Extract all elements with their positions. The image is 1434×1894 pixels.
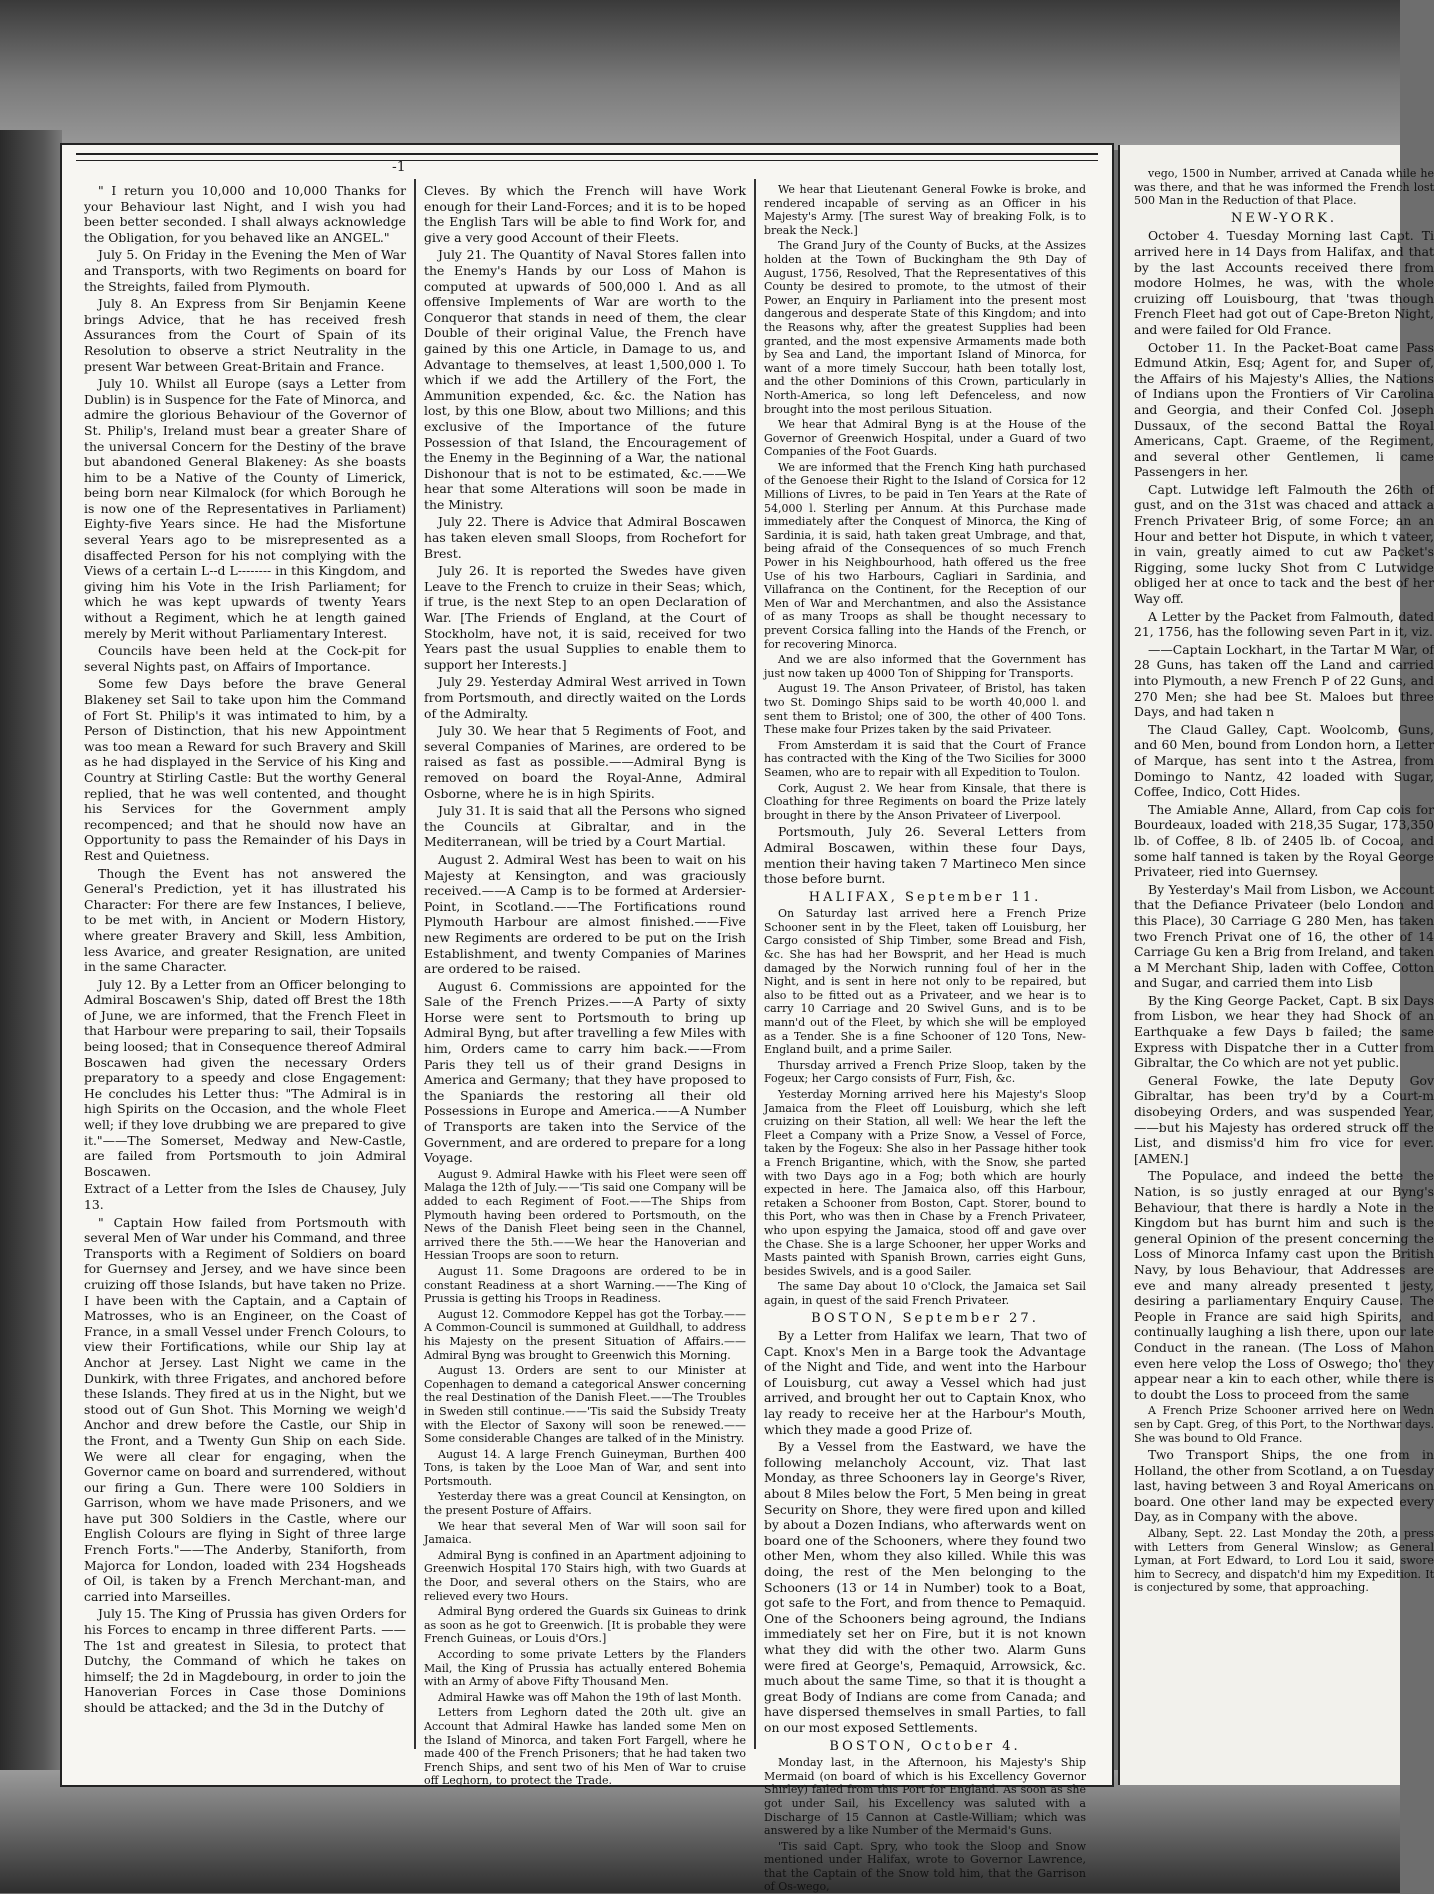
news-paragraph: July 31. It is said that all the Persons who signed the Councils at Gibraltar, and in the Mediterranean, will be tried by a Court Martial. [424, 803, 746, 850]
news-paragraph: Letters from Leghorn dated the 20th ult. give an Account that Admiral Hawke has landed some Men on the Island of Minorca, and taken Fort Fargell, where he made 400 of the French Prisoners; that he had taken two French Ships, and sent two of his Men of War to cruise off Leghorn, to protect the Trade. [424, 1706, 746, 1788]
news-paragraph: By Yesterday's Mail from Lisbon, we Account that the Defiance Privateer (belo London and this Place), 30 Carriage G 280 Men, has taken two French Privat one of 16, the other of 14 Carriage Gu ken a Brig from Ireland, and taken a M Merchant Ship, laden with Coffee, Cotton and Sugar, and carried them into Lisb [1134, 881, 1434, 991]
news-paragraph: We hear that Lieutenant General Fowke is broke, and rendered incapable of serving as an Officer in his Majesty's Army. [The surest Way of breaking Folk, is to break the Neck.] [764, 183, 1086, 237]
text-column-3 [764, 183, 1086, 1894]
news-paragraph: The Grand Jury of the County of Bucks, at the Assizes holden at the Town of Buckingham the 9th Day of August, 1756, Resolved, That the Representatives of this County be desired to promote, to the utmost of their Power, an Enquiry in Parliament into the present most dangerous and desperate State of this Kingdom; and into the Reasons why, after the greatest Supplies had been granted, and the most expensive Armaments made both by Sea and Land, the important Island of Minorca, for want of a more timely Succour, hath been totally lost, and the other Dominions of this Crown, particularly in North-America, so long left Defenceless, and now brought into the most perilous Situation. [764, 239, 1086, 416]
dateline-heading: HALIFAX, September 11. [808, 889, 1042, 905]
news-paragraph: Admiral Hawke was off Mahon the 19th of last Month. [438, 1690, 742, 1704]
news-paragraph: Admiral Byng is confined in an Apartment adjoining to Greenwich Hospital 170 Stairs high, with two Guards at the Door, and several others on the Stairs, who are relieved every two Hours. [424, 1548, 746, 1603]
news-paragraph: July 15. The King of Prussia has given Orders for his Forces to encamp in three different Parts. ——The 1st and greatest in Silesia, to protect that Dutchy, the Command of which he takes on himself; the 2d in Magdebourg, in order to join the Hanoverian Forces in Case those Dominions should be attacked; and the 3d in the Dutchy of [84, 1606, 406, 1715]
news-paragraph: August 6. Commissions are appointed for the Sale of the French Prizes.——A Party of sixty Horse were sent to Portsmouth to bring up Admiral Byng, but after travelling a few Miles with him, Orders came to carry him back.——From Paris they tell us of their grand Designs in America and Germany; that they have proposed to the Spaniards the restoring all their old Possessions in Europe and America.——A Number of Transports are taken into the Service of the Government, and are ordered to prepare for a long Voyage. [424, 978, 746, 1166]
news-paragraph: July 10. Whilst all Europe (says a Letter from Dublin) is in Suspence for the Fate of Minorca, and admire the glorious Behaviour of the Governor of St. Philip's, Ireland must bear a greater Share of the universal Concern for the Destiny of the brave but abandoned General Blakeney: As she boasts him to be a Native of the County of Limerick, being born near Kilmalock (for which Borough he is now one of the Representatives in Parliament) Eighty-five Years since. He had the Misfortune several Years ago to be misrepresented as a disaffected Person for his not complying with the Views of a certain L--d L-------- in this Kingdom, and giving him his Vote in the Irish Parliament; for which he was kept upwards of twenty Years without a Regiment, which he at length gained merely by Merit without Parliamentary Interest. [84, 376, 406, 641]
news-paragraph: By a Vessel from the Eastward, we have the following melancholy Account, viz. That last Monday, as three Schooners lay in George's River, about 8 Miles below the Fort, 5 Men being in great Security on Shore, they were fired upon and killed by about a Dozen Indians, who afterwards went on board one of the Schooners, where they found two other Men, whom they also killed. While this was doing, the rest of the Men belonging to the Schooners (13 or 14 in Number) took to a Boat, got safe to the Fort, and from thence to Pemaquid. One of the Schooners being aground, the Indians immediately set her on Fire, but it is not known what they did with the other two. Alarm Guns were fired at George's, Pemaquid, Arrowsick, &c. much about the same Time, so that it is thought a great Body of Indians are come from Canada; and have dispersed themselves in small Parties, to fall on our most exposed Settlements. [764, 1439, 1086, 1735]
news-paragraph: ——Captain Lockhart, in the Tartar M War, of 28 Guns, has taken off the Land and carried into Plymouth, a new French P of 22 Guns, and 270 Men; she had bee St. Maloes but three Days, and had taken n [1134, 641, 1434, 720]
news-paragraph: August 12. Commodore Keppel has got the Torbay.——A Common-Council is summoned at Guildhall, to address his Majesty on the present Situation of Affairs.——Admiral Byng was brought to Greenwich this Morning. [424, 1307, 746, 1362]
scan-shadow-bottom [0, 1770, 1400, 1893]
text-column-4 [1134, 167, 1434, 1757]
news-paragraph: Some few Days before the brave General Blakeney set Sail to take upon him the Command of Fort St. Philip's it was intimated to him, by a Person of Distinction, that his new Appointment was too mean a Reward for such Bravery and Skill as he had displayed in the Service of his King and Country at Stirling Castle: But the worthy General replied, that he was well contented, and thought his Services for the Government amply recompenced; and that he should now have an Opportunity to pass the Remainder of his Days in Rest and Quietness. [84, 676, 406, 863]
news-paragraph: We are informed that the French King hath purchased of the Genoese their Right to the Island of Corsica for 12 Millions of Livres, to be paid in Ten Years at the Rate of 54,000 l. Sterling per Annum. At this Purchase made immediately after the Conquest of Minorca, the King of Sardinia, it is said, hath taken great Umbrage, and that, being afraid of the Consequences of so much French Power in his Neighbourhood, hath offered us the free Use of his two Harbours, Cagliari in Sardinia, and Villafranca on the Continent, for the Reception of our Men of War and Merchantmen, and also the Assistance of as many Troops as shall be thought necessary to prevent Corsica falling into the Hands of the French, or for recovering Minorca. [764, 460, 1086, 651]
news-paragraph: vego, 1500 in Number, arrived at Canada while he was there, and that he was informed the French lost 500 Man in the Reduction of that Place. [1134, 167, 1434, 208]
news-paragraph: Albany, Sept. 22. Last Monday the 20th, a press with Letters from General Winslow; as General Lyman, at Fort Edward, to Lord Lou it said, swore him to Secrecy, and dispatch'd him my Expedition. It is conjectured by some, that approaching. [1134, 1527, 1434, 1595]
news-paragraph: Extract of a Letter from the Isles de Chausey, July 13. [84, 1181, 406, 1212]
news-paragraph: And we are also informed that the Government has just now taken up 4000 Ton of Shipping for Transports. [764, 653, 1086, 680]
news-paragraph: October 4. Tuesday Morning last Capt. Ti arrived here in 14 Days from Halifax, and that by the last Accounts received there from modore Holmes, he was, with the whole cruizing off Louisbourg, that 'twas though French Fleet had got out of Cape-Breton Night, and were failed for Old France. [1134, 228, 1434, 337]
news-paragraph: Yesterday there was a great Council at Kensington, on the present Posture of Affairs. [424, 1490, 746, 1518]
news-paragraph: July 12. By a Letter from an Officer belonging to Admiral Boscawen's Ship, dated off Brest the 18th of June, we are informed, that the French Fleet in that Harbour were preparing to sail, their Topsails being loosed; that in Consequence thereof Admiral Boscawen had given the necessary Orders preparatory to a speedy and close Engagement: He concludes his Letter thus: "The Admiral is in high Spirits on the Occasion, and the whole Fleet well; if they love drubbing we are prepared to give it."——The Somerset, Medway and New-Castle, are failed from Portsmouth to join Admiral Boscawen. [84, 976, 406, 1179]
scan-shadow-left [0, 130, 62, 1810]
news-paragraph: Admiral Byng ordered the Guards six Guineas to drink as soon as he got to Greenwich. [It is probable they were French Guineas, or Louis d'Ors.] [424, 1605, 746, 1646]
news-paragraph: The Claud Galley, Capt. Woolcomb, Guns, and 60 Men, bound from London horn, a Letter of Marque, has sent into t the Astrea, from Domingo to Nantz, 42 loaded with Sugar, Coffee, Indico, Cott Hides. [1134, 721, 1434, 800]
news-paragraph: Monday last, in the Afternoon, his Majesty's Ship Mermaid (on board of which is his Excellency Governor Shirley) failed from this Port for England. As soon as she got under Sail, his Excellency was saluted with a Discharge of 15 Cannon at Castle-William; which was answered by a like Number of the Mermaid's Guns. [764, 1756, 1086, 1838]
news-paragraph: August 13. Orders are sent to our Minister at Copenhagen to demand a categorical Answer concerning the real Destination of the Danish Fleet.——The Troubles in Sweden still continue.——'Tis said the Subsidy Treaty with the Elector of Saxony will soon be renewed.——Some considerable Changes are talked of in the Ministry. [424, 1364, 746, 1446]
news-paragraph: July 30. We hear that 5 Regiments of Foot, and several Companies of Marines, are ordered to be raised as fast as possible.——Admiral Byng is removed on board the Royal-Anne, Admiral Osborne, where he is in high Spirits. [424, 723, 746, 801]
news-paragraph: July 8. An Express from Sir Benjamin Keene brings Advice, that he has received fresh Assurances from the Court of Spain of its Resolution to observe a strict Neutrality in the present War between Great-Britain and France. [84, 296, 406, 374]
news-paragraph: July 21. The Quantity of Naval Stores fallen into the Enemy's Hands by our Loss of Mahon is computed at upwards of 500,000 l. And as all offensive Implements of War are worth to the Conqueror that stands in need of them, the clear Double of their original Value, the French have gained by this one Article, in Damage to us, and Advantage to themselves, at least 1,500,000 l. To which if we add the Artillery of the Fort, the Ammunition expended, &c. &c. the Nation has lost, by this one Blow, about two Millions; and this exclusive of the Importance of the future Possession of that Island, the Encouragement of the Enemy in the Beginning of a War, the national Dishonour that is not to be estimated, &c.——We hear that some Alterations will soon be made in the Ministry. [424, 247, 746, 512]
news-paragraph: August 19. The Anson Privateer, of Bristol, has taken two St. Domingo Ships said to be worth 40,000 l. and sent them to Bristol; one of 300, the other of 400 Tons. These make four Prizes taken by the said Privateer. [764, 682, 1086, 737]
dateline-heading: BOSTON, September 27. [811, 1310, 1039, 1326]
news-paragraph: The same Day about 10 o'Clock, the Jamaica set Sail again, in quest of the said French Privateer. [764, 1280, 1086, 1307]
news-paragraph: A French Prize Schooner arrived here on Wedn sen by Capt. Greg, of this Port, to the Northwar days. She was bound to Old France. [1134, 1404, 1434, 1445]
column-divider [414, 179, 416, 1749]
news-paragraph: October 11. In the Packet-Boat came Pass Edmund Atkin, Esq; Agent for, and Super of, the Affairs of his Majesty's Allies, the Nations of Indians upon the Frontiers of Vir Carolina and Georgia, and their Confed Col. Joseph Dussaux, of the second Battal the Royal Americans, Capt. Graeme, of the Regiment, and several other Gentlemen, li came Passengers in her. [1134, 339, 1434, 480]
news-paragraph: The Amiable Anne, Allard, from Cap cois for Bourdeaux, loaded with 218,35 Sugar, 173,350 lb. of Coffee, 8 lb. of 2405 lb. of Cocoa, and some half tanned is taken by the Royal George Privateer, ried into Guernsey. [1134, 801, 1434, 880]
news-paragraph: August 11. Some Dragoons are ordered to be in constant Readiness at a short Warning.——The King of Prussia is getting his Troops in Readiness. [424, 1264, 746, 1306]
news-paragraph: Two Transport Ships, the one from in Holland, the other from Scotland, a on Tuesday last, having between 3 and Royal Americans on board. One other land may be expected every Day, as in Company with the above. [1134, 1447, 1434, 1525]
news-paragraph: August 14. A large French Guineyman, Burthen 400 Tons, is taken by the Looe Man of War, and sent into Portsmouth. [424, 1447, 746, 1488]
column-divider [754, 179, 756, 1749]
news-paragraph: From Amsterdam it is said that the Court of France has contracted with the King of the Two Sicilies for 3000 Seamen, who are to repair with all Expedition to Toulon. [764, 738, 1086, 779]
news-paragraph: General Fowke, the late Deputy Gov Gibraltar, has been try'd by a Court-m disobeying Orders, and was suspended Year,——but his Majesty has ordered struck off the List, and dismiss'd him fro vice for ever. [AMEN.] [1134, 1072, 1434, 1166]
dateline-heading: NEW-YORK. [1230, 210, 1338, 226]
news-paragraph: July 22. There is Advice that Admiral Boscawen has taken eleven small Sloops, from Rochefort for Brest. [424, 514, 746, 561]
facing-page [1120, 145, 1434, 1785]
news-paragraph: By the King George Packet, Capt. B six Days from Lisbon, we hear they had Shock of an Earthquake a few Days b failed; the same Express with Dispatche ther in a Cutter from Gibraltar, the Co which are not yet public. [1134, 992, 1434, 1071]
page-marker: -1 [392, 159, 406, 175]
news-paragraph: 'Tis said Capt. Spry, who took the Sloop and Snow mentioned under Halifax, wrote to Governor Lawrence, that the Captain of the Snow told him, that the Garrison of Os-wego, [764, 1839, 1086, 1894]
news-paragraph: On Saturday last arrived here a French Prize Schooner sent in by the Fleet, taken off Louisburg, her Cargo consisted of Ship Timber, some Bread and Fish, &c. She has had her Bowsprit, and her Head is much damaged by the Norwich running foul of her in the Night, and is sent in here not only to be repaired, but also to be fitted out as a Privateer, and we hear is to carry 10 Carriage and 20 Swivel Guns, and is to be mann'd out of the Fleet, by which she will be employed as a Tender. She is a fine Schooner of 120 Tons, New-England built, and a prime Sailer. [764, 907, 1086, 1057]
news-paragraph: " I return you 10,000 and 10,000 Thanks for your Behaviour last Night, and I wish you had been better seconded. I shall always acknowledge the Obligation, for you behaved like an ANGEL." [84, 183, 406, 245]
text-column-1 [84, 183, 406, 1743]
news-paragraph: By a Letter from Halifax we learn, That two of Capt. Knox's Men in a Barge took the Advantage of the Night and Tide, and went into the Harbour of Louisburg, cut away a Vessel which had just arrived, and brought her out to Captain Knox, who lay ready to receive her at the Harbour's Mouth, which they made a good Prize of. [764, 1328, 1086, 1437]
dateline-heading: BOSTON, October 4. [829, 1738, 1021, 1754]
news-paragraph: According to some private Letters by the Flanders Mail, the King of Prussia has actually entered Bohemia with an Army of above Fifty Thousand Men. [424, 1648, 746, 1689]
news-paragraph: Portsmouth, July 26. Several Letters from Admiral Boscawen, within these four Days, mention their having taken 7 Martineco Men since those before burnt. [764, 824, 1086, 887]
text-column-2 [424, 183, 746, 1788]
news-paragraph: Yesterday Morning arrived here his Majesty's Sloop Jamaica from the Fleet off Louisburg, which she left cruizing on their Station, all well: We hear the left the Fleet a Company with a Prize Snow, a Vessel of Force, taken by the Fogeux: She also in her Passage hither took a French Brigantine, which, with the Snow, she parted with two Days ago in a Fog; both which are hourly expected in here. The Jamaica also, off this Harbour, retaken a Schooner from Boston, Capt. Storer, bound to this Port, who was then in Chase by a French Privateer, who upon espying the Jamaica, stood off and gave over the Chase. She is a large Schooner, her upper Works and Masts painted with Spanish Brown, carries eight Guns, besides Swivels, and is a good Sailer. [764, 1088, 1086, 1278]
news-paragraph: August 9. Admiral Hawke with his Fleet were seen off Malaga the 12th of July.——'Tis said one Company will be added to each Regiment of Foot.——The Ships from Plymouth having been ordered to Portsmouth, on the News of the Danish Fleet being seen in the Channel, arrived there the 5th.——We hear the Hanoverian and Hessian Troops are soon to return. [424, 1167, 746, 1263]
news-paragraph: July 26. It is reported the Swedes have given Leave to the French to cruize in their Seas; which, if true, is the next Step to an open Declaration of War. [The Friends of England, at the Court of Stockholm, have not, it is said, received for two Years past the usual Supplies to enable them to support her Interests.] [424, 563, 746, 672]
news-paragraph: " Captain How failed from Portsmouth with several Men of War under his Command, and three Transports with a Regiment of Soldiers on board for Guernsey and Jersey, and we have since been cruizing off those Islands, but have taken no Prize. I have been with the Captain, and a Captain of Matrosses, who is an Engineer, on the Coast of France, in a small Vessel under French Colours, to view their Fortifications, while our Ship lay at Anchor at Jersey. Last Night we came in the Dunkirk, with three Frigates, and anchored before these Islands. They fired at us in the Night, but we stood out of Gun Shot. This Morning we weigh'd Anchor and drew before the Castle, our Ship in the Front, and a Twenty Gun Ship on each Side. We were all clear for engaging, when the Governor came on board and surrendered, without our firing a Gun. There were 100 Soldiers in Garrison, whom we have made Prisoners, and we have put 300 Soldiers in the Castle, where our English Colours are flying in Sight of three large French Forts."——The Anderby, Staniforth, from Majorca for London, loaded with 234 Hogsheads of Oil, is taken by a French Merchant-man, and carried into Marseilles. [84, 1214, 406, 1604]
news-paragraph: Councils have been held at the Cock-pit for several Nights past, on Affairs of Importance. [84, 643, 406, 674]
news-paragraph: A Letter by the Packet from Falmouth, dated 21, 1756, has the following seven Part in it, viz. [1134, 608, 1434, 640]
newspaper-page [62, 145, 1112, 1894]
scan-shadow-top [0, 0, 1400, 150]
news-paragraph: July 5. On Friday in the Evening the Men of War and Transports, with two Regiments on board for the Streights, failed from Plymouth. [84, 247, 406, 294]
header-rule [76, 153, 1098, 161]
news-paragraph: August 2. Admiral West has been to wait on his Majesty at Kensington, and was graciously received.——A Camp is to be formed at Ardersier-Point, in Scotland.——The Fortifications round Plymouth Harbour are almost finished.——Five new Regiments are ordered to be put on the Irish Establishment, and twenty Companies of Marines are ordered to be raised. [424, 851, 746, 977]
news-paragraph: We hear that several Men of War will soon sail for Jamaica. [424, 1519, 746, 1547]
news-paragraph: July 29. Yesterday Admiral West arrived in Town from Portsmouth, and directly waited on the Lords of the Admiralty. [424, 674, 746, 721]
news-paragraph: We hear that Admiral Byng is at the House of the Governor of Greenwich Hospital, under a Guard of two Companies of the Foot Guards. [764, 418, 1086, 459]
news-paragraph: Thursday arrived a French Prize Sloop, taken by the Fogeux; her Cargo consists of Furr, Fish, &c. [764, 1058, 1086, 1086]
news-paragraph: Cork, August 2. We hear from Kinsale, that there is Cloathing for three Regiments on board the Prize lately brought in there by the Anson Privateer of Liverpool. [764, 781, 1086, 822]
news-paragraph: The Populace, and indeed the bette the Nation, is so justly enraged at our Byng's Behaviour, that there is hardly a Note in the Kingdom but has burnt him and such is the general Opinion of the present concerning the Loss of Minorca Infamy cast upon the British Navy, by lous Behaviour, that Addresses are eve and many already presented t jesty, desiring a parliamentary Enquiry Cause. The People in France are said high Spirits, and continually laughing a lish there, upon our late Conduct in the ranean. (The Loss of Mahon even here velop the Loss of Oswego; tho' they appear near a kin to each other, while there is to doubt the Loss to proceed from the same [1134, 1168, 1434, 1402]
news-paragraph: Capt. Lutwidge left Falmouth the 26th of gust, and on the 31st was chaced and attack a French Privateer Brig, of some Force; an an Hour and better hot Dispute, in which t vateer, in vain, greatly aimed to cut aw Packet's Rigging, some lucky Shot from C Lutwidge obliged her at once to tack and the best of her Way off. [1134, 481, 1434, 607]
news-paragraph: Cleves. By which the French will have Work enough for their Land-Forces; and it is to be hoped the English Tars will be able to find Work for, and give a very good Account of their Fleets. [424, 183, 746, 245]
news-paragraph: Though the Event has not answered the General's Prediction, yet it has illustrated his Character: For there are few Instances, I believe, to be met with, in Ancient or Modern History, where greater Bravery and Skill, less Ambition, less Avarice, and greater Resignation, are united in the same Character. [84, 865, 406, 975]
